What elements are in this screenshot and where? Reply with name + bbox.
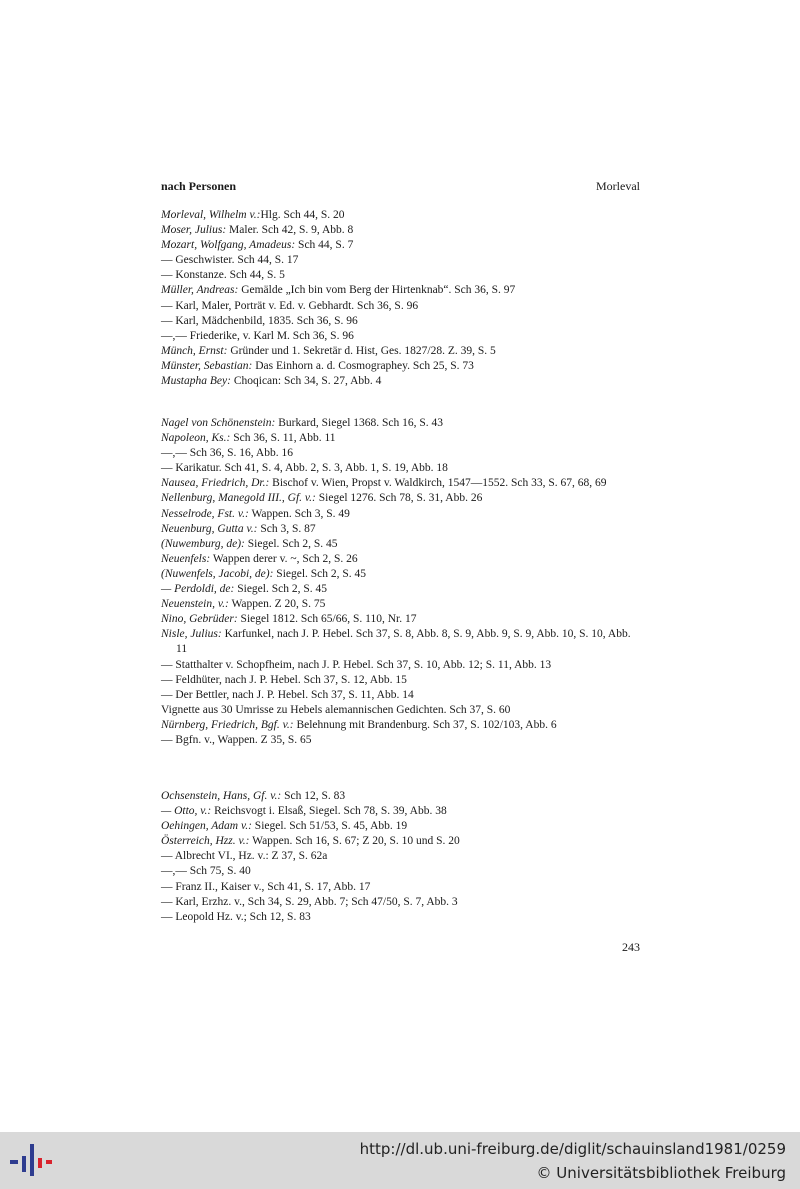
index-entry xyxy=(161,374,640,389)
index-entry xyxy=(161,416,640,431)
index-entry xyxy=(161,733,640,748)
entry-text: — Statthalter v. Schopfheim, nach J. P. Hebel. Sch 37, S. 10, Abb. 12; S. 11, Abb. 13 xyxy=(161,658,552,671)
entry-text: Sch 12, S. 83 xyxy=(281,790,346,802)
index-entry xyxy=(161,804,640,819)
entry-text: Karfunkel, nach J. P. Hebel. Sch 37, S. 8, Abb. 8, S. 9, Abb. 9, S. 9, Abb. 10, S. 10, Abb. 11 xyxy=(176,628,631,656)
running-head-left: nach Personen xyxy=(161,179,236,193)
entry-text: — Karikatur. Sch 41, S. 4, Abb. 2, S. 3, Abb. 1, S. 19, Abb. 18 xyxy=(161,462,448,475)
entry-name: Morleval, Wilhelm v.: xyxy=(161,209,261,221)
entry-text: Sch 3, S. 87 xyxy=(257,522,316,535)
index-entry xyxy=(161,537,640,552)
entry-name: — Perdoldi, de: xyxy=(161,583,235,596)
entry-text: Siegel 1276. Sch 78, S. 31, Abb. 26 xyxy=(315,492,483,505)
index-entry xyxy=(161,208,640,223)
index-entry xyxy=(161,431,640,446)
entry-text: —,— Sch 75, S. 40 xyxy=(161,865,251,878)
entry-text: Burkard, Siegel 1368. Sch 16, S. 43 xyxy=(275,417,444,429)
index-entry xyxy=(161,461,640,476)
index-entry xyxy=(161,703,640,718)
entry-name: Neuenburg, Gutta v.: xyxy=(161,522,258,535)
index-entry xyxy=(161,446,640,461)
entry-text: — Karl, Mädchenbild, 1835. Sch 36, S. 96 xyxy=(161,314,358,327)
entry-text: — Konstanze. Sch 44, S. 5 xyxy=(161,269,285,282)
index-entry xyxy=(161,718,640,733)
entry-name: Neuenfels: xyxy=(161,552,211,565)
index-entry xyxy=(161,895,640,910)
index-entry xyxy=(161,522,640,537)
entry-name: Nisle, Julius: xyxy=(161,628,222,641)
entry-name: Nellenburg, Manegold III., Gf. v.: xyxy=(161,492,316,505)
index-entry xyxy=(161,582,640,597)
entry-name: Moser, Julius: xyxy=(161,224,227,237)
entry-text: Maler. Sch 42, S. 9, Abb. 8 xyxy=(226,224,354,237)
entry-text: — Karl, Erzhz. v., Sch 34, S. 29, Abb. 7; Sch 47/50, S. 7, Abb. 3 xyxy=(161,895,458,908)
entry-name: Napoleon, Ks.: xyxy=(161,432,231,445)
index-entry xyxy=(161,299,640,314)
entry-text: Wappen. Z 20, S. 75 xyxy=(228,598,326,611)
entry-text: — Bgfn. v., Wappen. Z 35, S. 65 xyxy=(161,733,312,746)
index-entry xyxy=(161,597,640,612)
entry-text: Siegel. Sch 2, S. 45 xyxy=(234,583,327,596)
index-entry xyxy=(161,268,640,283)
entry-text: — Albrecht VI., Hz. v.: Z 37, S. 62a xyxy=(161,850,328,863)
index-entry xyxy=(161,658,640,673)
entry-text: —,— Friederike, v. Karl M. Sch 36, S. 96 xyxy=(161,329,354,342)
entry-text: — Karl, Maler, Porträt v. Ed. v. Gebhardt. Sch 36, S. 96 xyxy=(161,299,419,312)
index-entry xyxy=(161,849,640,864)
entry-text: Gründer und 1. Sekretär d. Hist, Ges. 1827/28. Z. 39, S. 5 xyxy=(227,344,496,357)
index-entry xyxy=(161,329,640,344)
index-entry xyxy=(161,552,640,567)
index-entry xyxy=(161,507,640,522)
entry-text: Das Einhorn a. d. Cosmographey. Sch 25, S. 73 xyxy=(252,359,474,372)
entry-text: — Leopold Hz. v.; Sch 12, S. 83 xyxy=(161,910,311,923)
index-entry xyxy=(161,344,640,359)
entry-name: Müller, Andreas: xyxy=(161,284,239,297)
footer-copyright: © Universitätsbibliothek Freiburg xyxy=(536,1164,786,1182)
entry-name: Österreich, Hzz. v.: xyxy=(161,835,250,848)
entry-name: (Nuwemburg, de): xyxy=(161,537,245,550)
entry-text: Gemälde „Ich bin vom Berg der Hirtenknab“. Sch 36, S. 97 xyxy=(238,284,516,297)
entry-text: Sch 36, S. 11, Abb. 11 xyxy=(230,432,336,445)
entry-text: Bischof v. Wien, Propst v. Waldkirch, 1547—1552. Sch 33, S. 67, 68, 69 xyxy=(269,477,607,490)
entry-text: — Der Bettler, nach J. P. Hebel. Sch 37, S. 11, Abb. 14 xyxy=(161,688,414,701)
entry-name: Nagel von Schönenstein: xyxy=(161,417,276,429)
index-entry xyxy=(161,819,640,834)
index-entry xyxy=(161,910,640,925)
entry-name: Neuenstein, v.: xyxy=(161,598,229,611)
footer-bar xyxy=(0,1132,800,1189)
running-head xyxy=(161,178,640,194)
entry-text: Choqican: Sch 34, S. 27, Abb. 4 xyxy=(230,375,382,388)
entry-text: Sch 44, S. 7 xyxy=(295,239,354,252)
index-entry xyxy=(161,880,640,895)
entry-name: (Nuwenfels, Jacobi, de): xyxy=(161,567,274,580)
entry-name: Münster, Sebastian: xyxy=(161,359,253,372)
running-head-right: Morleval xyxy=(596,179,640,193)
entry-text: Wappen. Sch 16, S. 67; Z 20, S. 10 und S. 20 xyxy=(249,835,460,848)
index-entry xyxy=(161,238,640,253)
entry-name: Nino, Gebrüder: xyxy=(161,613,238,626)
index-section-o xyxy=(161,789,640,925)
page-number: 243 xyxy=(622,940,640,954)
entry-text: Siegel. Sch 2, S. 45 xyxy=(273,567,367,580)
index-entry xyxy=(161,567,640,582)
entry-text: Belehnung mit Brandenburg. Sch 37, S. 102/103, Abb. 6 xyxy=(293,718,557,731)
entry-text: Siegel 1812. Sch 65/66, S. 110, Nr. 17 xyxy=(237,613,417,626)
ub-freiburg-logo-icon xyxy=(8,1140,52,1180)
entry-name: Nausea, Friedrich, Dr.: xyxy=(161,477,270,490)
index-entry xyxy=(161,673,640,688)
entry-name: Ochsenstein, Hans, Gf. v.: xyxy=(161,790,282,802)
entry-name: Nesselrode, Fst. v.: xyxy=(161,507,249,520)
index-entry xyxy=(161,612,640,627)
entry-name: Münch, Ernst: xyxy=(161,344,228,357)
index-entry xyxy=(161,491,640,506)
index-entry xyxy=(161,834,640,849)
entry-name: — Otto, v.: xyxy=(161,805,212,818)
entry-text: — Feldhüter, nach J. P. Hebel. Sch 37, S. 12, Abb. 15 xyxy=(161,673,407,686)
entry-text: Siegel. Sch 51/53, S. 45, Abb. 19 xyxy=(251,820,408,833)
entry-text: — Franz II., Kaiser v., Sch 41, S. 17, Abb. 17 xyxy=(161,880,371,893)
entry-text: —,— Sch 36, S. 16, Abb. 16 xyxy=(161,447,293,460)
entry-text: — Geschwister. Sch 44, S. 17 xyxy=(161,254,299,267)
entry-text: Vignette aus 30 Umrisse zu Hebels alemannischen Gedichten. Sch 37, S. 60 xyxy=(161,703,511,716)
entry-name: Mozart, Wolfgang, Amadeus: xyxy=(161,239,296,252)
index-entry xyxy=(161,314,640,329)
index-entry xyxy=(161,789,640,804)
index-entry xyxy=(161,476,640,491)
index-entry xyxy=(161,359,640,374)
entry-text: Reichsvogt i. Elsaß, Siegel. Sch 78, S. 39, Abb. 38 xyxy=(211,805,447,818)
index-section-n xyxy=(161,416,640,748)
index-entry xyxy=(161,223,640,238)
index-entry xyxy=(161,283,640,298)
entry-name: Mustapha Bey: xyxy=(161,375,231,388)
footer-url-link[interactable]: http://dl.ub.uni-freiburg.de/diglit/schauinsland1981/0259 xyxy=(359,1140,786,1158)
entry-name: Nürnberg, Friedrich, Bgf. v.: xyxy=(161,718,294,731)
index-entry xyxy=(161,688,640,703)
index-section-m xyxy=(161,208,640,389)
entry-text: Hlg. Sch 44, S. 20 xyxy=(260,209,345,221)
entry-name: Oehingen, Adam v.: xyxy=(161,820,252,833)
entry-text: Wappen derer v. ~, Sch 2, S. 26 xyxy=(210,552,358,565)
entry-text: Wappen. Sch 3, S. 49 xyxy=(248,507,350,520)
index-entry xyxy=(161,253,640,268)
index-entry xyxy=(161,627,640,657)
index-entry xyxy=(161,864,640,879)
entry-text: Siegel. Sch 2, S. 45 xyxy=(244,537,338,550)
